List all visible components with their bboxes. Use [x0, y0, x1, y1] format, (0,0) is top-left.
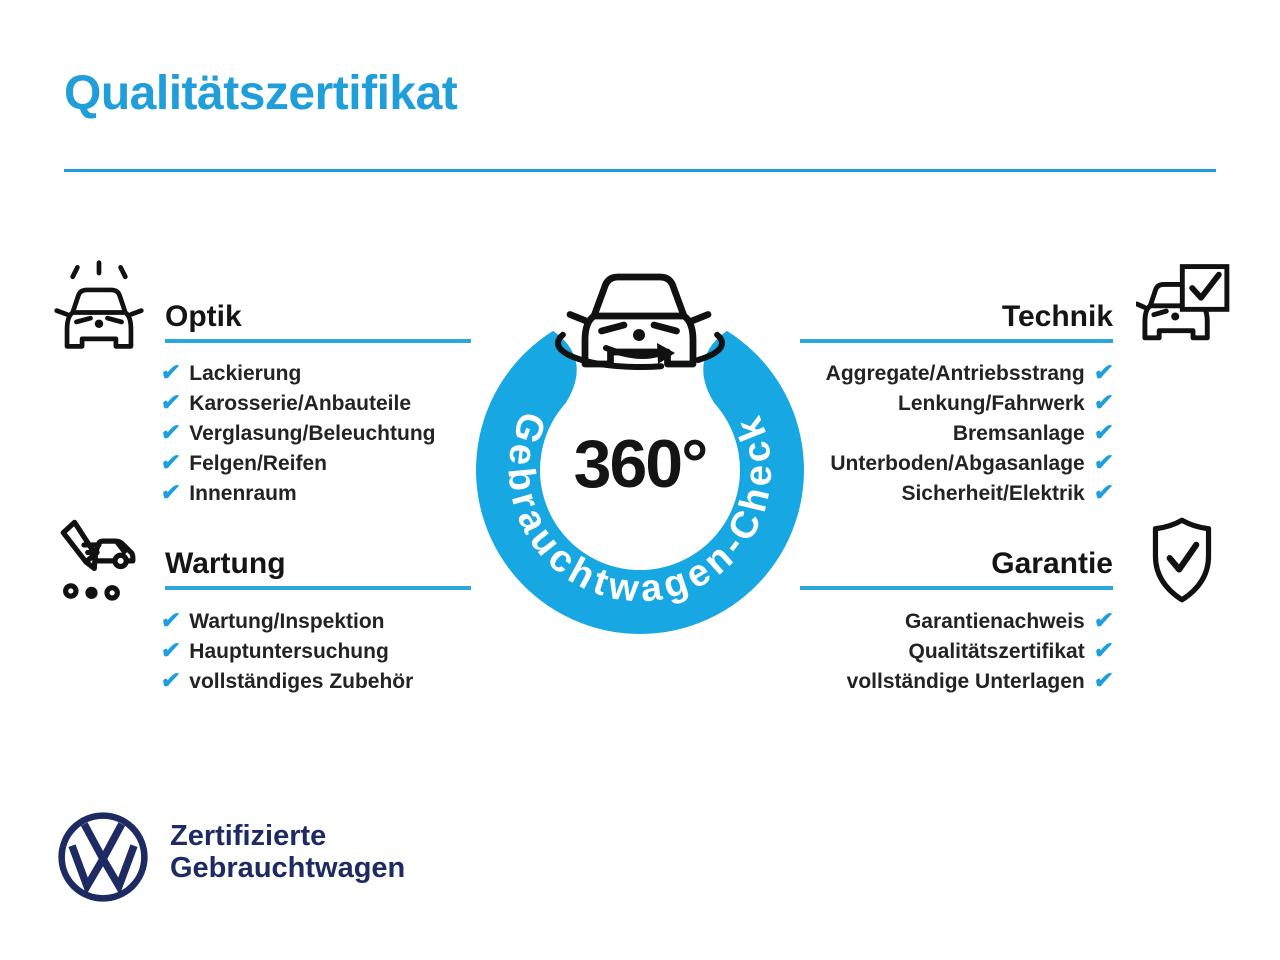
list-item	[640, 637, 1113, 667]
shield-check-icon	[1146, 514, 1218, 606]
badge-ring-label: Gebrauchtwagen-Check	[499, 406, 781, 612]
list-item-label: Wartung/Inspektion	[189, 610, 385, 633]
page-title: Qualitätszertifikat	[64, 67, 458, 120]
list-item-label: Lenkung/Fahrwerk	[898, 392, 1085, 415]
list-item-label: Lackierung	[189, 362, 302, 385]
check-icon: ✔	[1092, 667, 1115, 693]
optik-list	[161, 359, 436, 509]
title-divider	[64, 169, 1216, 172]
check-icon: ✔	[1092, 389, 1115, 415]
garantie-list	[640, 607, 1113, 697]
list-item	[640, 607, 1113, 637]
list-item-label: Felgen/Reifen	[189, 452, 327, 475]
list-item	[161, 637, 413, 667]
list-item-label: Hauptuntersuchung	[189, 640, 389, 663]
list-item	[640, 419, 1113, 449]
check-icon: ✔	[1092, 479, 1115, 505]
list-item-label: Innenraum	[189, 482, 297, 505]
check-icon: ✔	[1092, 419, 1115, 445]
check-icon: ✔	[1092, 449, 1115, 475]
list-item-label: Sicherheit/Elektrik	[901, 482, 1085, 505]
check-icon: ✔	[159, 389, 182, 415]
wartung-underline	[165, 586, 471, 590]
check-icon: ✔	[159, 637, 182, 663]
list-item	[640, 667, 1113, 697]
section-title-technik: Technik	[1001, 300, 1113, 333]
check-icon: ✔	[159, 449, 182, 475]
list-item	[640, 389, 1113, 419]
list-item-label: vollständiges Zubehör	[189, 670, 414, 693]
section-title-optik: Optik	[165, 300, 242, 333]
pencil-van-icon	[52, 512, 146, 606]
garantie-underline	[800, 586, 1113, 590]
brand-line-1: Zertifizierte	[170, 820, 327, 852]
list-item	[640, 449, 1113, 479]
section-title-wartung: Wartung	[165, 547, 286, 580]
list-item	[161, 419, 436, 449]
wartung-list	[161, 607, 413, 697]
list-item-label: Bremsanlage	[952, 422, 1085, 445]
list-item	[161, 667, 413, 697]
list-item	[161, 359, 436, 389]
brand-wordmark	[170, 820, 405, 884]
badge-degree-label: 360°	[573, 426, 707, 502]
list-item-label: Karosserie/Anbauteile	[189, 392, 412, 415]
car-rotation-icon	[558, 277, 722, 367]
list-item-label: Verglasung/Beleuchtung	[189, 422, 436, 445]
optik-underline	[165, 339, 471, 343]
technik-list	[640, 359, 1113, 509]
list-item-label: Unterboden/Abgasanlage	[830, 452, 1085, 475]
check-icon: ✔	[1092, 637, 1115, 663]
list-item-label: Aggregate/Antriebsstrang	[825, 362, 1085, 385]
check-icon: ✔	[159, 359, 182, 385]
list-item	[640, 359, 1113, 389]
car-shine-icon	[52, 256, 146, 354]
list-item	[161, 479, 436, 509]
list-item	[640, 479, 1113, 509]
vw-logo-icon	[56, 810, 150, 904]
check-icon: ✔	[159, 419, 182, 445]
list-item-label: Qualitätszertifikat	[908, 640, 1085, 663]
check-icon: ✔	[1092, 607, 1115, 633]
technik-underline	[800, 339, 1113, 343]
car-checklist-icon	[1136, 260, 1234, 348]
check-icon: ✔	[159, 479, 182, 505]
check-icon: ✔	[1092, 359, 1115, 385]
list-item	[161, 607, 413, 637]
list-item-label: vollständige Unterlagen	[846, 670, 1085, 693]
section-title-garantie: Garantie	[991, 547, 1113, 580]
list-item	[161, 449, 436, 479]
check-icon: ✔	[159, 607, 182, 633]
check-icon: ✔	[159, 667, 182, 693]
brand-line-2: Gebrauchtwagen	[170, 852, 406, 884]
list-item	[161, 389, 436, 419]
list-item-label: Garantienachweis	[904, 610, 1085, 633]
